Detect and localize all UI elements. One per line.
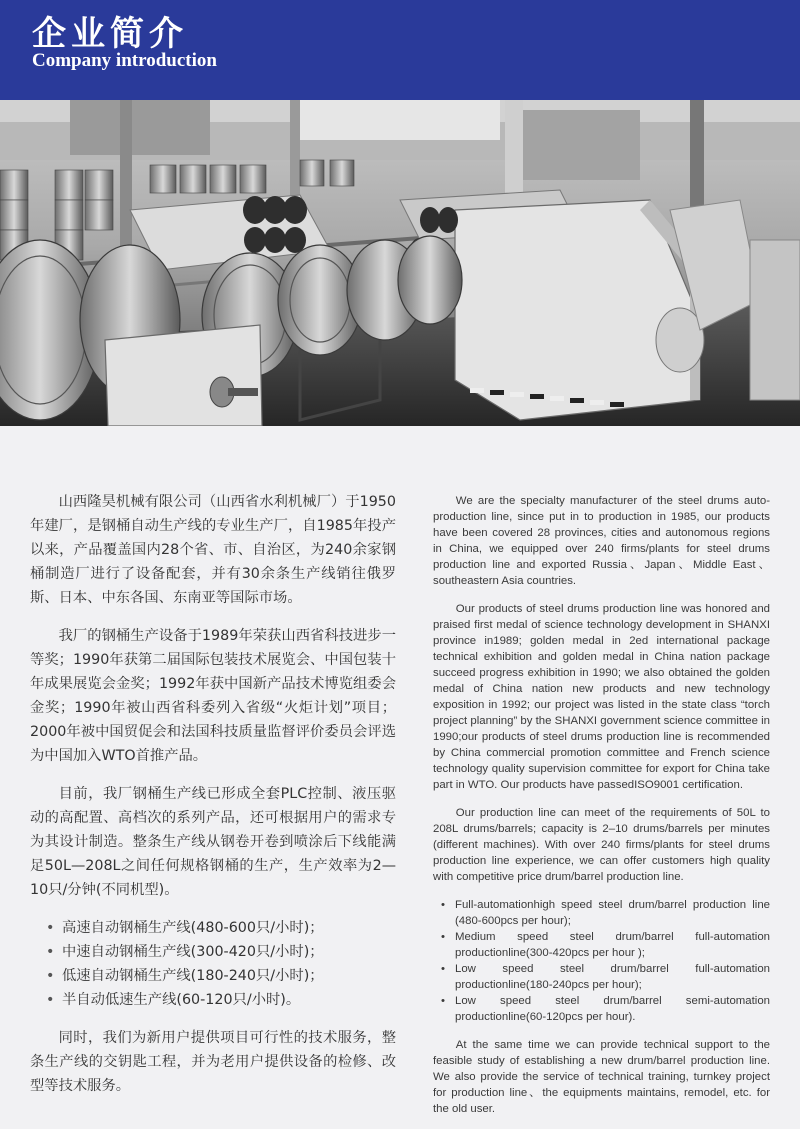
- cn-list-item: • 高速自动钢桶生产线(480-600只/小时)；: [46, 916, 396, 940]
- en-paragraph-3: Our production line can meet of the requirements of 50L to 208L drums/barrels; capacity is 2–10 drums/barrels per minutes (different machines). With over 240 firms/plants for steel drums production line experience, we can offer customers high quality with competitive price drum/barrel production line.: [433, 807, 770, 883]
- en-paragraph-2: Our products of steel drums production line was honored and praised first medal of science technology development in SHANXI province in1989; golden medal in 2ed international package technical exhibition and golden medal in China nation package succeed progress exhibition in 1990; we also obtained the golden medal of China nation new products and new technology exposition in 1992; our project was listed in the state class “torch project planning” by the SHANXI government science committee in 1990;our products of steel drums production line is recommended by China commercial promotion committee and French science technology quality supervision committee for export for China take part in WTO. Our products have passedISO9001 certification.: [433, 603, 770, 791]
- cn-closing-paragraph: 同时，我们为新用户提供项目可行性的技术服务，整条生产线的交钥匙工程，并为老用户提供设备的检修、改型等技术服务。: [30, 1030, 396, 1094]
- english-text-column: [433, 493, 770, 1129]
- cn-product-list: [30, 916, 396, 1012]
- cn-paragraph-1: 山西隆昊机械有限公司（山西省水利机械厂）于1950年建厂，是钢桶自动生产线的专业生产厂，自1985年投产以来，产品覆盖国内28个省、市、自治区，为240余家钢桶制造厂进行了设备配套，并有30余条生产线销往俄罗斯、日本、中东各国、东南亚等国际市场。: [30, 494, 396, 606]
- factory-photo-illustration: [0, 100, 800, 426]
- en-list-item: • Low speed steel drum/barrel full-automation productionline(180-240pcs per hour);: [441, 961, 770, 993]
- cn-paragraph-2: 我厂的钢桶生产设备于1989年荣获山西省科技进步一等奖；1990年获第二届国际包装技术展览会、中国包装十年成果展览会金奖；1992年获中国新产品技术博览组委会金奖；1990年被山西省科委列入省级“火炬计划”项目；2000年被中国贸促会和法国科技质量监督评价委员会评选为中国加入WTO首推产品。: [30, 628, 396, 764]
- en-closing-paragraph: At the same time we can provide technical support to the feasible study of establishing a new drum/barrel production line. We also provide the service of technical training, turnkey project for production line、the equipments maintains, remodel, etc. for the old user.: [433, 1039, 770, 1115]
- cn-list-item: • 中速自动钢桶生产线(300-420只/小时)；: [46, 940, 396, 964]
- factory-photo: [0, 100, 800, 426]
- page-title-english: Company introduction: [32, 50, 217, 71]
- chinese-text-column: [30, 490, 396, 1112]
- header-banner: [0, 0, 800, 100]
- page-title-chinese: 企业简介: [32, 14, 188, 54]
- cn-list-item: • 半自动低速生产线(60-120只/小时)。: [46, 988, 396, 1012]
- en-paragraph-1: We are the specialty manufacturer of the steel drums auto-production line, since put in to production in 1985, our products have been covered 28 provinces, cities and autonomous regions in China, we equipped over 240 firms/plants for steel drums production line and exported Russia、Japan、Middle East、southeastern Asia countries.: [433, 495, 770, 587]
- en-list-item: • Full-automationhigh speed steel drum/barrel production line (480-600pcs per hour);: [441, 897, 770, 929]
- en-list-item: • Low speed steel drum/barrel semi-automation productionline(60-120pcs per hour).: [441, 993, 770, 1025]
- en-list-item: • Medium speed steel drum/barrel full-automation productionline(300-420pcs per hour );: [441, 929, 770, 961]
- cn-list-item: • 低速自动钢桶生产线(180-240只/小时)；: [46, 964, 396, 988]
- en-product-list: [433, 897, 770, 1025]
- cn-paragraph-3: 目前，我厂钢桶生产线已形成全套PLC控制、液压驱动的高配置、高档次的系列产品，还可根据用户的需求专为其设计制造。整条生产线从钢卷开卷到喷涂后下线能满足50L—208L之间任何规格钢桶的生产，生产效率为2—10只/分钟(不同机型)。: [30, 786, 396, 898]
